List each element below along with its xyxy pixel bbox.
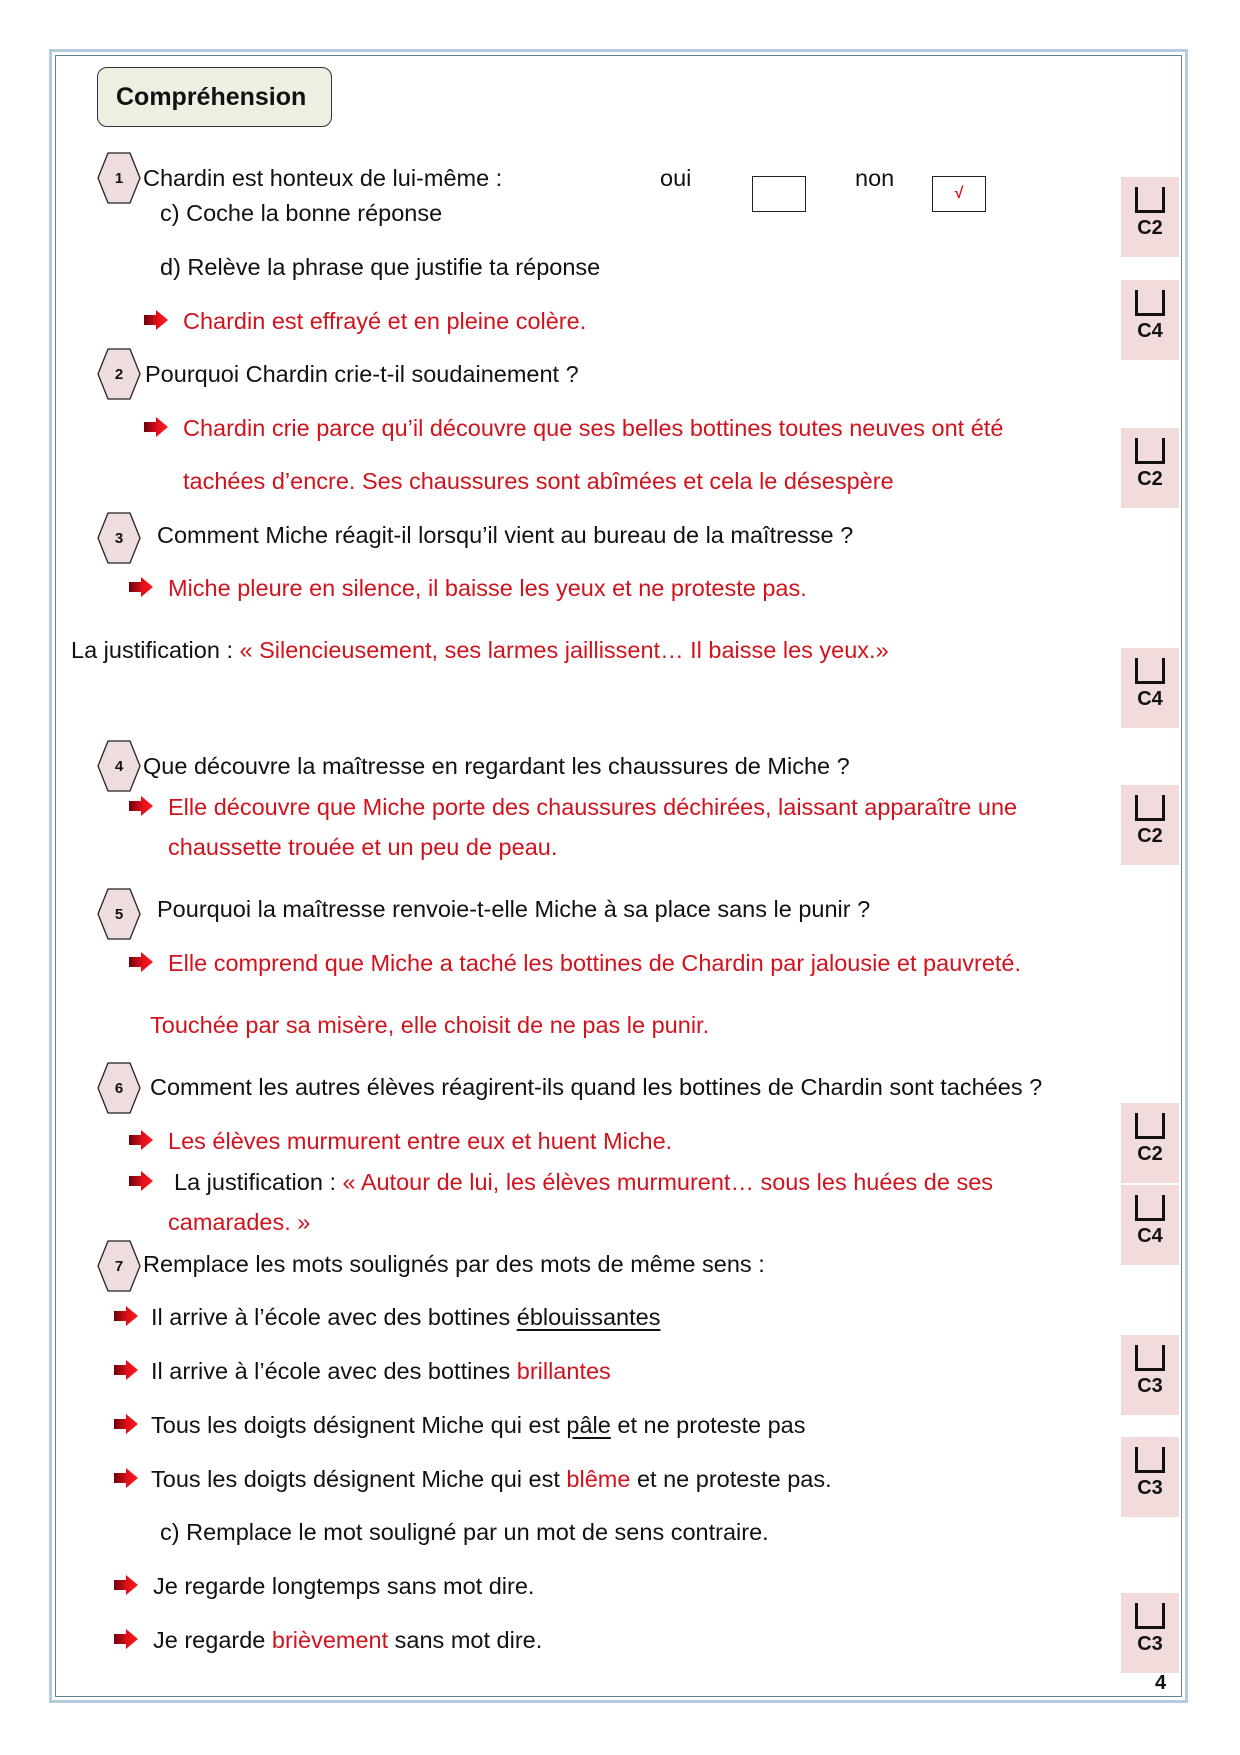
item-text: et ne proteste pas. bbox=[630, 1466, 832, 1492]
question-number-badge bbox=[97, 888, 141, 940]
score-bracket-icon bbox=[1135, 187, 1165, 213]
arrow-right-icon bbox=[128, 795, 154, 817]
checkbox-yes[interactable] bbox=[752, 176, 806, 212]
question-number-badge bbox=[97, 512, 141, 564]
question-number-badge bbox=[97, 152, 141, 204]
justification-label: La justification : bbox=[71, 637, 240, 663]
answer-word: brillantes bbox=[516, 1358, 611, 1384]
answer-4-line-2: chaussette trouée et un peu de peau. bbox=[168, 834, 558, 860]
answer-5-line-2: Touchée par sa misère, elle choisit de ne pas le punir. bbox=[150, 1012, 710, 1038]
item-text: Tous les doigts désignent Miche qui est bbox=[151, 1466, 567, 1492]
competency-badge bbox=[1121, 1335, 1179, 1415]
competency-badge bbox=[1121, 1103, 1179, 1183]
competency-label: C2 bbox=[1137, 468, 1163, 490]
sub-question-c: c) Coche la bonne réponse bbox=[160, 200, 443, 226]
competency-label: C2 bbox=[1137, 217, 1163, 239]
page-number: 4 bbox=[1155, 1672, 1167, 1694]
answer-2-line-2: tachées d’encre. Ses chaussures sont abîmées et cela le désespère bbox=[183, 468, 894, 494]
score-bracket-icon bbox=[1135, 1195, 1165, 1221]
arrow-right-icon bbox=[143, 309, 169, 331]
competency-badge bbox=[1121, 1437, 1179, 1517]
arrow-right-icon bbox=[113, 1628, 139, 1650]
answer-6: Les élèves murmurent entre eux et huent Miche. bbox=[168, 1128, 673, 1154]
question-number: 1 bbox=[114, 169, 124, 187]
antonym-item: Je regarde longtemps sans mot dire. bbox=[153, 1573, 535, 1599]
score-bracket-icon bbox=[1135, 290, 1165, 316]
question-3-text: Comment Miche réagit-il lorsqu’il vient au bureau de la maîtresse ? bbox=[157, 522, 854, 548]
question-number: 5 bbox=[114, 905, 124, 923]
score-bracket-icon bbox=[1135, 1603, 1165, 1629]
question-number-badge bbox=[97, 1240, 141, 1292]
competency-label: C4 bbox=[1137, 1225, 1163, 1247]
synonym-item-2 bbox=[151, 1410, 806, 1440]
question-number-badge bbox=[97, 348, 141, 400]
item-text: Il arrive à l’école avec des bottines bbox=[151, 1358, 517, 1384]
arrow-right-icon bbox=[128, 1129, 154, 1151]
competency-label: C2 bbox=[1137, 1143, 1163, 1165]
justification-quote: « Autour de lui, les élèves murmurent… sous les huées de ses bbox=[342, 1169, 994, 1195]
competency-badge bbox=[1121, 785, 1179, 865]
sub-question-d: d) Relève la phrase que justifie ta réponse bbox=[160, 254, 601, 280]
synonym-answer-2 bbox=[151, 1464, 832, 1494]
synonym-answer-1 bbox=[151, 1356, 611, 1386]
competency-badge bbox=[1121, 648, 1179, 728]
synonym-item-1 bbox=[151, 1302, 660, 1332]
question-5-text: Pourquoi la maîtresse renvoie-t-elle Miche à sa place sans le punir ? bbox=[157, 896, 871, 922]
answer-5-line-1: Elle comprend que Miche a taché les bottines de Chardin par jalousie et pauvreté. bbox=[168, 950, 1022, 976]
underlined-word: pâle bbox=[566, 1412, 611, 1438]
competency-label: C4 bbox=[1137, 320, 1163, 342]
score-bracket-icon bbox=[1135, 795, 1165, 821]
answer-4-line-1: Elle découvre que Miche porte des chaussures déchirées, laissant apparaître une bbox=[168, 794, 1018, 820]
competency-label: C3 bbox=[1137, 1477, 1163, 1499]
item-text: Je regarde bbox=[153, 1627, 272, 1653]
question-number-badge bbox=[97, 740, 141, 792]
score-bracket-icon bbox=[1135, 438, 1165, 464]
arrow-right-icon bbox=[113, 1574, 139, 1596]
arrow-right-icon bbox=[113, 1467, 139, 1489]
answer-3: Miche pleure en silence, il baisse les yeux et ne proteste pas. bbox=[168, 575, 807, 601]
answer-2-line-1: Chardin crie parce qu’il découvre que ses belles bottines toutes neuves ont été bbox=[183, 415, 1004, 441]
score-bracket-icon bbox=[1135, 1447, 1165, 1473]
arrow-right-icon bbox=[143, 416, 169, 438]
competency-badge bbox=[1121, 280, 1179, 360]
question-number: 2 bbox=[114, 365, 124, 383]
underlined-word: éblouissantes bbox=[516, 1304, 661, 1330]
score-bracket-icon bbox=[1135, 1113, 1165, 1139]
item-text: Tous les doigts désignent Miche qui est bbox=[151, 1412, 567, 1438]
justification-label: La justification : bbox=[174, 1169, 343, 1195]
question-4-text: Que découvre la maîtresse en regardant les chaussures de Miche ? bbox=[143, 753, 850, 779]
question-2-text: Pourquoi Chardin crie-t-il soudainement ? bbox=[145, 361, 579, 387]
item-text: Il arrive à l’école avec des bottines bbox=[151, 1304, 517, 1330]
justification-3 bbox=[71, 635, 889, 665]
arrow-right-icon bbox=[128, 1170, 154, 1192]
justification-6 bbox=[174, 1167, 993, 1197]
arrow-right-icon bbox=[128, 951, 154, 973]
checkbox-no[interactable]: √ bbox=[932, 176, 986, 212]
question-number: 7 bbox=[114, 1257, 124, 1275]
question-number: 3 bbox=[114, 529, 124, 547]
competency-label: C3 bbox=[1137, 1375, 1163, 1397]
justification-6-line-2: camarades. » bbox=[168, 1209, 311, 1235]
competency-badge bbox=[1121, 1593, 1179, 1673]
sub-question-c-antonym: c) Remplace le mot souligné par un mot de sens contraire. bbox=[160, 1519, 769, 1545]
arrow-right-icon bbox=[128, 576, 154, 598]
competency-label: C4 bbox=[1137, 688, 1163, 710]
item-text: sans mot dire. bbox=[388, 1627, 543, 1653]
item-text: et ne proteste pas bbox=[610, 1412, 806, 1438]
section-title-text: Compréhension bbox=[116, 82, 307, 111]
competency-label: C3 bbox=[1137, 1633, 1163, 1655]
question-number-badge bbox=[97, 1062, 141, 1114]
section-title bbox=[97, 67, 332, 127]
question-7-text: Remplace les mots soulignés par des mots de même sens : bbox=[143, 1251, 765, 1277]
arrow-right-icon bbox=[113, 1359, 139, 1381]
competency-badge bbox=[1121, 177, 1179, 257]
page-border-inner bbox=[55, 55, 1182, 1697]
question-1-text: Chardin est honteux de lui-même : bbox=[143, 165, 503, 191]
question-6-text: Comment les autres élèves réagirent-ils quand les bottines de Chardin sont tachées ? bbox=[150, 1074, 1043, 1100]
arrow-right-icon bbox=[113, 1305, 139, 1327]
score-bracket-icon bbox=[1135, 1345, 1165, 1371]
answer-word: brièvement bbox=[271, 1627, 389, 1653]
competency-badge bbox=[1121, 428, 1179, 508]
answer-word: blême bbox=[566, 1466, 631, 1492]
antonym-answer bbox=[153, 1625, 542, 1655]
question-number: 4 bbox=[114, 757, 124, 775]
arrow-right-icon bbox=[113, 1413, 139, 1435]
score-bracket-icon bbox=[1135, 658, 1165, 684]
option-no-label: non bbox=[855, 165, 895, 191]
question-number: 6 bbox=[114, 1079, 124, 1097]
option-yes-label: oui bbox=[660, 165, 692, 191]
justification-quote: « Silencieusement, ses larmes jaillissent… Il baisse les yeux.» bbox=[239, 637, 889, 663]
competency-label: C2 bbox=[1137, 825, 1163, 847]
competency-badge bbox=[1121, 1185, 1179, 1265]
answer-1: Chardin est effrayé et en pleine colère. bbox=[183, 308, 587, 334]
